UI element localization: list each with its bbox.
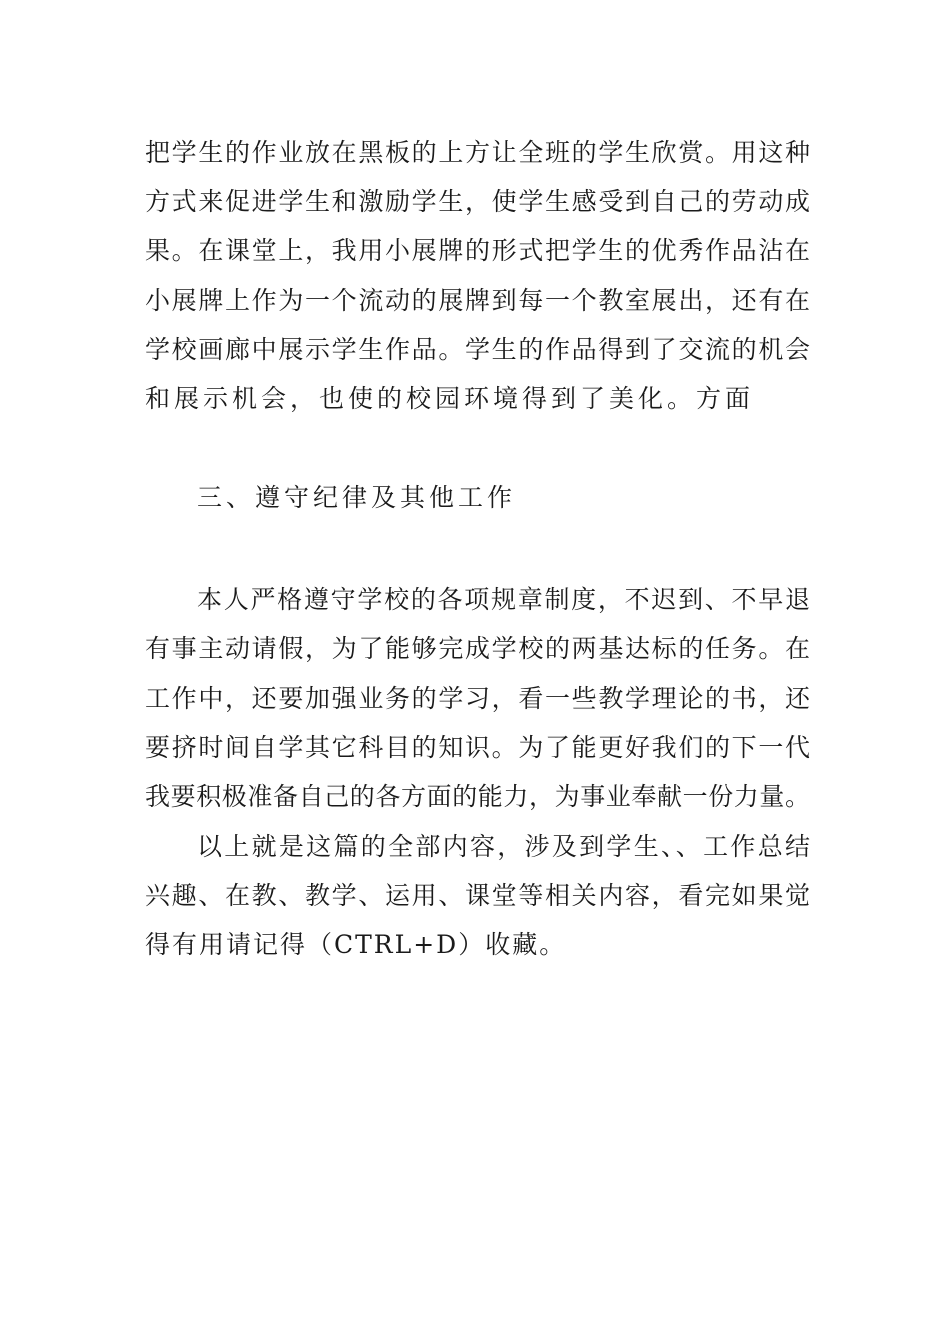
paragraph-line: 方式来促进学生和激励学生，使学生感受到自己的劳动成 — [145, 187, 810, 216]
section-heading: 三、遵守纪律及其他工作 — [197, 483, 517, 512]
paragraph-line: 我要积极准备自己的各方面的能力，为事业奉献一份力量。 — [145, 782, 810, 811]
paragraph-line: 要挤时间自学其它科目的知识。为了能更好我们的下一代 — [145, 733, 810, 762]
paragraph-line: 兴趣、在教、教学、运用、课堂等相关内容，看完如果觉 — [145, 881, 810, 910]
paragraph-line: 工作中，还要加强业务的学习，看一些教学理论的书，还 — [145, 684, 810, 713]
paragraph-line: 学校画廊中展示学生作品。学生的作品得到了交流的机会 — [145, 335, 810, 364]
paragraph-line: 以上就是这篇的全部内容，涉及到学生、、工作总结 — [197, 832, 810, 861]
paragraph-line: 小展牌上作为一个流动的展牌到每一个教室展出，还有在 — [145, 286, 810, 315]
paragraph-line: 有事主动请假，为了能够完成学校的两基达标的任务。在 — [145, 634, 810, 663]
paragraph-line: 果。在课堂上，我用小展牌的形式把学生的优秀作品沾在 — [145, 236, 810, 265]
paragraph-line: 本人严格遵守学校的各项规章制度，不迟到、不早退 — [197, 585, 810, 614]
paragraph-line: 把学生的作业放在黑板的上方让全班的学生欣赏。用这种 — [145, 138, 810, 167]
paragraph-line: 得有用请记得（CTRL+D）收藏。 — [145, 930, 567, 959]
paragraph-line: 和展示机会，也使的校园环境得到了美化。方面 — [145, 384, 755, 413]
